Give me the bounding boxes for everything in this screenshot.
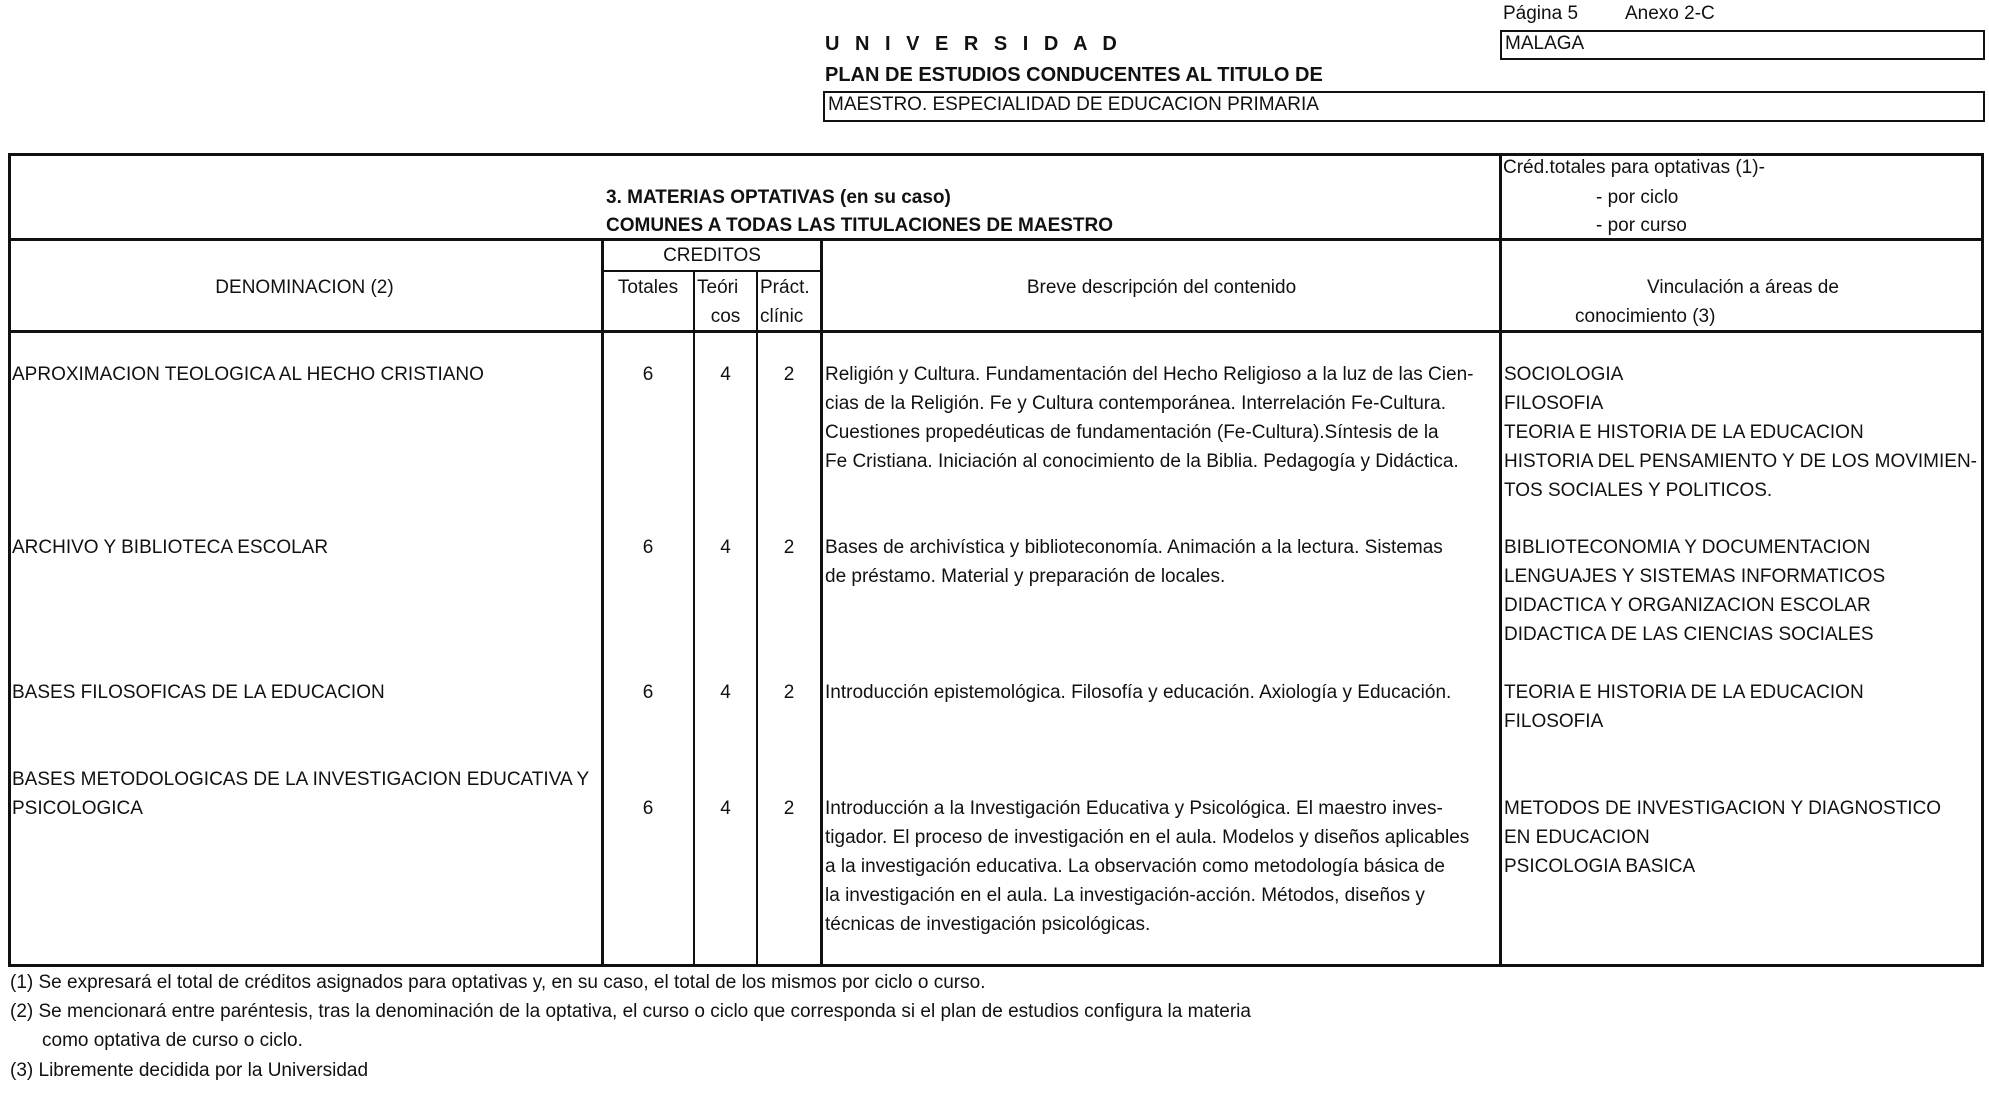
col-practicos-2: clínic bbox=[760, 306, 804, 327]
row-teoricos: 4 bbox=[720, 364, 731, 385]
col-teoricos-2: cos bbox=[710, 306, 741, 327]
row-practicos: 2 bbox=[783, 798, 795, 819]
row-area: DIDACTICA DE LAS CIENCIAS SOCIALES bbox=[1504, 624, 1874, 645]
row-desc: Introducción a la Investigación Educativa y Psicológica. El maestro inves- bbox=[825, 798, 1443, 819]
row-totales: 6 bbox=[642, 537, 654, 558]
row-area: EN EDUCACION bbox=[1504, 827, 1650, 848]
university-value: MALAGA bbox=[1500, 30, 1985, 60]
col-teoricos: Teóri bbox=[697, 277, 739, 298]
row-desc: Cuestiones propedéuticas de fundamentación (Fe-Cultura).Síntesis de la bbox=[825, 422, 1439, 443]
row-teoricos: 4 bbox=[720, 537, 731, 558]
row-name: APROXIMACION TEOLOGICA AL HECHO CRISTIANO bbox=[12, 364, 484, 385]
row-practicos: 2 bbox=[783, 364, 795, 385]
footnote-3: (3) Libremente decidida por la Universidad bbox=[10, 1060, 369, 1081]
row-name: BASES METODOLOGICAS DE LA INVESTIGACION EDUCATIVA Y bbox=[12, 769, 590, 790]
col-vinculacion: Vinculación a áreas de bbox=[1647, 277, 1839, 298]
section-title: 3. MATERIAS OPTATIVAS (en su caso) bbox=[606, 187, 951, 208]
row-area: PSICOLOGIA BASICA bbox=[1504, 856, 1696, 877]
row-teoricos: 4 bbox=[720, 682, 731, 703]
row-desc: Bases de archivística y biblioteconomía. Animación a la lectura. Sistemas bbox=[825, 537, 1443, 558]
row-area: TEORIA E HISTORIA DE LA EDUCACION bbox=[1504, 682, 1864, 703]
row-name: ARCHIVO Y BIBLIOTECA ESCOLAR bbox=[12, 537, 329, 558]
col-denominacion: DENOMINACION (2) bbox=[215, 277, 394, 298]
credits-total-label: Créd.totales para optativas (1)- bbox=[1503, 157, 1765, 178]
row-desc: técnicas de investigación psicológicas. bbox=[825, 914, 1151, 935]
divider-creditos bbox=[603, 270, 822, 272]
row-area: TOS SOCIALES Y POLITICOS. bbox=[1504, 480, 1773, 501]
row-name: BASES FILOSOFICAS DE LA EDUCACION bbox=[12, 682, 385, 703]
row-area: LENGUAJES Y SISTEMAS INFORMATICOS bbox=[1504, 566, 1886, 587]
row-desc: tigador. El proceso de investigación en el aula. Modelos y diseños aplicables bbox=[825, 827, 1470, 848]
row-desc: Introducción epistemológica. Filosofía y educación. Axiología y Educación. bbox=[825, 682, 1452, 703]
col-line-4 bbox=[820, 238, 823, 967]
row-area: BIBLIOTECONOMIA Y DOCUMENTACION bbox=[1504, 537, 1871, 558]
row-teoricos: 4 bbox=[720, 798, 731, 819]
col-totales: Totales bbox=[617, 277, 679, 298]
row-practicos: 2 bbox=[783, 537, 795, 558]
row-desc: a la investigación educativa. La observación como metodología básica de bbox=[825, 856, 1445, 877]
row-area: FILOSOFIA bbox=[1504, 393, 1604, 414]
university-label: U N I V E R S I D A D bbox=[825, 33, 1122, 55]
col-line-1 bbox=[601, 238, 604, 967]
col-vinculacion-2: conocimiento (3) bbox=[1575, 306, 1716, 327]
row-desc: Religión y Cultura. Fundamentación del Hecho Religioso a la luz de las Cien- bbox=[825, 364, 1474, 385]
row-area: DIDACTICA Y ORGANIZACION ESCOLAR bbox=[1504, 595, 1871, 616]
row-area: TEORIA E HISTORIA DE LA EDUCACION bbox=[1504, 422, 1864, 443]
row-totales: 6 bbox=[642, 682, 654, 703]
col-creditos: CREDITOS bbox=[663, 245, 761, 266]
footnote-2: (2) Se mencionará entre paréntesis, tras la denominación de la optativa, el curso o ciclo que corresponda si el plan de estudios configura la materia bbox=[10, 1001, 1251, 1022]
credits-per-course: - por curso bbox=[1596, 215, 1687, 236]
footnote-1: (1) Se expresará el total de créditos asignados para optativas y, en su caso, el total de los mismos por ciclo o curso. bbox=[10, 972, 986, 993]
page-number: Página 5 bbox=[1503, 3, 1579, 24]
row-totales: 6 bbox=[642, 798, 654, 819]
plan-value: MAESTRO. ESPECIALIDAD DE EDUCACION PRIMARIA bbox=[823, 91, 1985, 122]
row-desc: de préstamo. Material y preparación de locales. bbox=[825, 566, 1226, 587]
row-totales: 6 bbox=[642, 364, 654, 385]
footnote-2-cont: como optativa de curso o ciclo. bbox=[42, 1030, 303, 1051]
row-area: FILOSOFIA bbox=[1504, 711, 1604, 732]
annex-label: Anexo 2-C bbox=[1625, 3, 1715, 24]
row-practicos: 2 bbox=[783, 682, 795, 703]
row-name: PSICOLOGICA bbox=[12, 798, 143, 819]
plan-label: PLAN DE ESTUDIOS CONDUCENTES AL TITULO DE bbox=[825, 64, 1323, 86]
row-area: HISTORIA DEL PENSAMIENTO Y DE LOS MOVIMIEN- bbox=[1504, 451, 1978, 472]
credits-per-cycle: - por ciclo bbox=[1596, 187, 1679, 208]
section-subtitle: COMUNES A TODAS LAS TITULACIONES DE MAESTRO bbox=[606, 215, 1114, 236]
row-desc: Fe Cristiana. Iniciación al conocimiento de la Biblia. Pedagogía y Didáctica. bbox=[825, 451, 1459, 472]
row-desc: cias de la Religión. Fe y Cultura contemporánea. Interrelación Fe-Cultura. bbox=[825, 393, 1446, 414]
row-area: METODOS DE INVESTIGACION Y DIAGNOSTICO bbox=[1504, 798, 1942, 819]
row-desc: la investigación en el aula. La investigación-acción. Métodos, diseños y bbox=[825, 885, 1425, 906]
row-area: SOCIOLOGIA bbox=[1504, 364, 1624, 385]
col-practicos: Práct. bbox=[760, 277, 810, 298]
col-descripcion: Breve descripción del contenido bbox=[1026, 277, 1297, 298]
